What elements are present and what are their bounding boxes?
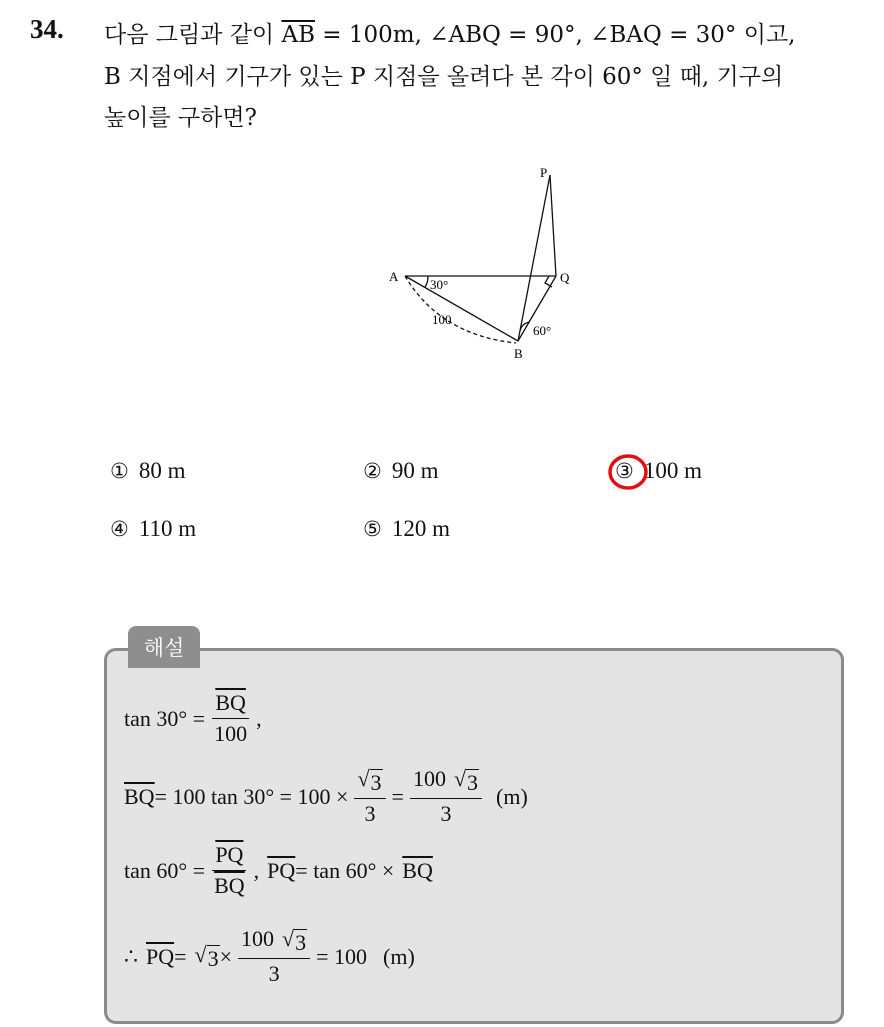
geometry-figure: [370, 155, 590, 370]
question-line-3: 높이를 구하면?: [104, 105, 257, 131]
solution-line-4: [124, 926, 415, 987]
denominator: 3: [364, 801, 376, 826]
denominator: 3: [268, 961, 280, 986]
question-line-2: B 지점에서 기구가 있는 P 지점을 올려다 본 각이 60° 일 때, 기구의: [104, 64, 784, 90]
segment-pq: $\overline{PQ}$: [267, 857, 296, 883]
choice-mark: ④: [110, 517, 129, 541]
segment-bq: $\overline{BQ}$: [402, 857, 433, 883]
segment-pq: [550, 175, 556, 276]
unit: (m): [383, 943, 415, 969]
eq-text: = tan 60° ×: [295, 857, 395, 883]
angle-arc-a: [425, 276, 428, 287]
solution-line-1: [124, 690, 262, 747]
eq-text: =: [174, 943, 187, 969]
choice-5[interactable]: [363, 516, 450, 542]
segment-ab: $\overline{AB}$: [281, 22, 315, 48]
question-text: 다음 그림과 같이: [104, 22, 282, 48]
eq-text: = 100: [316, 943, 368, 969]
choice-value: 110 m: [138, 516, 197, 541]
question-number: 34.: [30, 14, 64, 44]
eq-text: = 100 tan 30° = 100 ×: [154, 783, 349, 809]
choice-3[interactable]: [615, 458, 702, 484]
label-a: A: [389, 269, 399, 284]
segment-bq: BQ: [214, 873, 245, 898]
angle-label-a: 30°: [430, 277, 449, 292]
segment-bq: $\overline{BQ}$: [215, 690, 246, 715]
eq-text: tan 60° =: [124, 857, 206, 883]
fraction: [354, 766, 385, 827]
therefore-symbol: ∴: [124, 943, 138, 969]
fraction: 100 √ 3 3: [238, 926, 310, 987]
solution-tab: 해설: [128, 626, 200, 668]
choice-mark-wrap: [615, 458, 644, 484]
solution-line-2: [124, 766, 528, 827]
length-label-ab: 100: [432, 312, 452, 327]
segment-pb: [518, 175, 550, 341]
eq-text: =: [391, 783, 404, 809]
choice-mark: ③: [615, 459, 634, 483]
denominator: 3: [440, 801, 452, 826]
eq-text: ×: [219, 943, 233, 969]
angle-label-b: 60°: [533, 323, 552, 338]
solution-line-3: [124, 842, 433, 899]
choice-value: 100 m: [643, 458, 702, 483]
segment-pq: $\overline{PQ}$: [146, 943, 175, 969]
sqrt: √ 3: [282, 926, 307, 955]
sqrt: √ 3: [453, 766, 479, 795]
choice-value: 80 m: [138, 458, 186, 483]
fraction: [211, 690, 250, 747]
sqrt: √ 3: [194, 941, 219, 971]
choice-4[interactable]: [110, 516, 196, 542]
sqrt: √ 3: [357, 766, 382, 795]
segment-ab-line: [405, 276, 518, 341]
question-text: = 100m, ∠ABQ = 90°, ∠BAQ = 30° 이고,: [314, 22, 796, 48]
eq-text: ,: [253, 857, 260, 883]
choice-value: 90 m: [391, 458, 439, 483]
choice-mark: ①: [110, 459, 129, 483]
choice-mark: ②: [363, 459, 382, 483]
denominator: 100: [214, 721, 248, 746]
choice-1[interactable]: [110, 458, 185, 484]
segment-bq: $\overline{BQ}$: [124, 783, 155, 809]
choice-value: 120 m: [391, 516, 450, 541]
unit: (m): [496, 783, 528, 809]
choice-mark: ⑤: [363, 517, 382, 541]
eq-text: ,: [256, 705, 262, 731]
label-q: Q: [560, 270, 570, 285]
segment-pq: $\overline{PQ}$: [215, 842, 244, 867]
choice-2[interactable]: [363, 458, 438, 484]
fraction: 100 √ 3 3: [410, 766, 482, 827]
label-b: B: [514, 346, 523, 361]
label-p: P: [540, 165, 548, 180]
fraction: [211, 842, 248, 899]
eq-text: tan 30° =: [124, 705, 206, 731]
question-line-1: [104, 16, 796, 49]
